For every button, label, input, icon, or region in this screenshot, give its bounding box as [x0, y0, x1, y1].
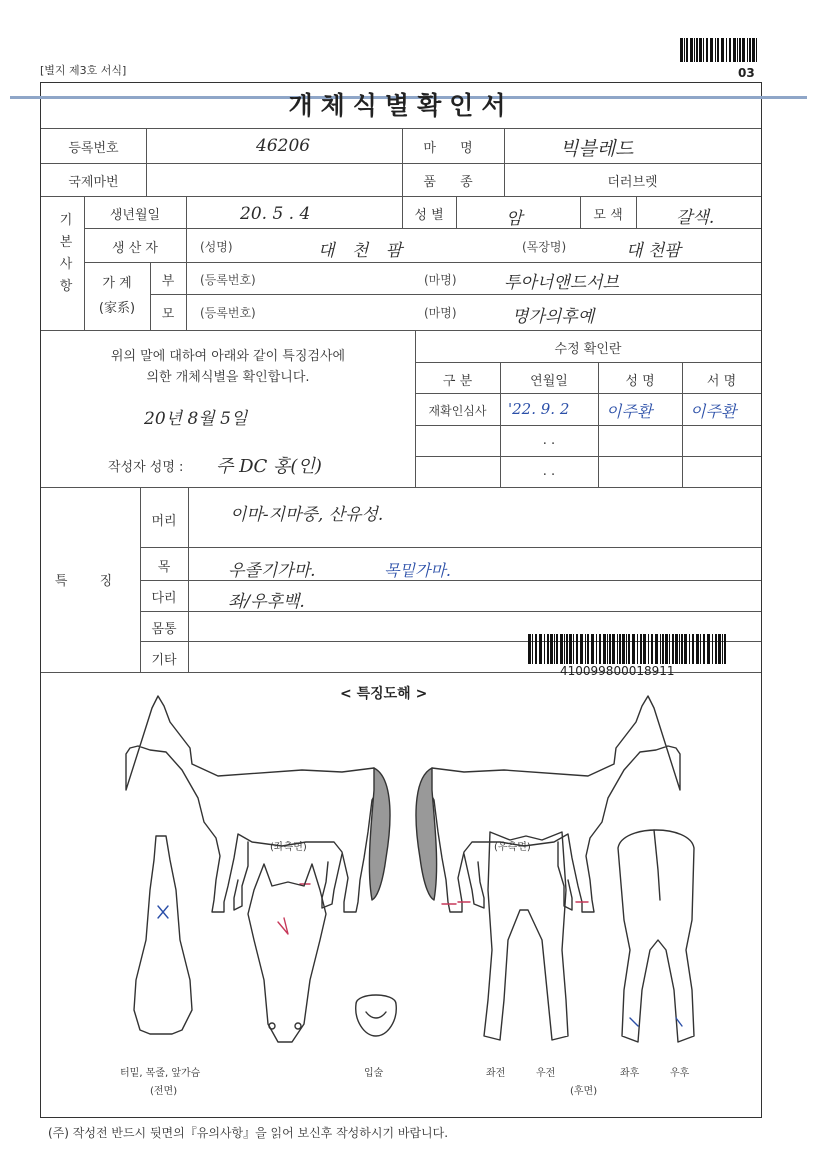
front-neck-view — [134, 836, 192, 1034]
coat-label: 모 색 — [593, 208, 623, 223]
registration-label: 등록번호 — [68, 141, 119, 156]
birth-value: 20. 5 . 4 — [240, 204, 311, 224]
features-section-label: 특 징 — [54, 574, 127, 589]
sire-value: 투아너앤드서브 — [504, 273, 619, 293]
revision-row2-date: . . — [542, 433, 556, 448]
diagram-title: < 특징도해 > — [340, 686, 428, 702]
right-hind-label: 우후 — [670, 1068, 690, 1079]
writer-signature: 주 DC 홍(인) — [216, 456, 322, 477]
left-hind-label: 좌후 — [620, 1068, 640, 1079]
left-side-label: (좌측면) — [270, 842, 307, 853]
left-front-label: 좌전 — [486, 1068, 506, 1079]
revision-row1-category: 재확인심사 — [428, 404, 487, 418]
birth-label: 생년월일 — [109, 208, 161, 223]
revision-title: 수정 확인란 — [554, 342, 622, 357]
legs-label: 다리 — [151, 591, 177, 606]
head-label: 머리 — [151, 514, 177, 529]
revision-col-signature: 서 명 — [706, 374, 737, 389]
right-side-label: (우측면) — [494, 842, 531, 853]
international-label: 국제마번 — [68, 175, 119, 190]
document-title: 개체식별확인서 — [288, 91, 514, 120]
form-number: [별지 제3호 서식] — [40, 64, 127, 77]
barcode-number: 410099800018911 — [560, 664, 675, 678]
barcode-top — [680, 38, 758, 62]
footer-note: (주) 작성전 반드시 뒷면의『유의사항』을 읽어 보신후 작성하시기 바랍니다. — [48, 1126, 449, 1140]
rear-label: (후면) — [570, 1086, 598, 1097]
dam-name-label: (마명) — [424, 306, 457, 320]
basic-section-label: 기본사항 — [59, 213, 73, 294]
coat-value: 갈색. — [676, 208, 715, 228]
sire-label: 부 — [161, 274, 175, 289]
dam-reg-label: (등록번호) — [200, 306, 256, 320]
family-label: 가 계 — [102, 276, 132, 291]
sire-name-label: (마명) — [424, 273, 457, 287]
front-head-view — [248, 864, 326, 1042]
statement-date: 20년 8월 5일 — [144, 409, 248, 429]
sire-reg-label: (등록번호) — [200, 273, 256, 287]
family-hanja: (家系) — [98, 301, 136, 316]
muzzle-label: 입술 — [364, 1068, 384, 1079]
sex-label: 성 별 — [414, 208, 444, 223]
front-caption: 터밑, 목줄, 앞가슴 — [120, 1068, 201, 1079]
rear-view — [618, 830, 694, 1042]
breeder-name-label: (성명) — [200, 240, 233, 254]
right-front-label: 우전 — [536, 1068, 556, 1079]
head-value: 이마-지마중, 산유성. — [230, 505, 384, 525]
writer-label: 작성자 성명 : — [108, 460, 184, 475]
breeder-name-value: 대 천 팜 — [318, 241, 409, 261]
neck-extra: 목밑가마. — [384, 561, 451, 580]
farm-label: (목장명) — [522, 240, 567, 254]
front-label: (전면) — [150, 1086, 178, 1097]
dam-label: 모 — [161, 307, 175, 322]
statement-line2: 의한 개체식별을 확인합니다. — [146, 370, 310, 385]
horse-name-label: 마 명 — [423, 141, 483, 156]
neck-label: 목 — [157, 560, 171, 575]
farm-value: 대 천팜 — [626, 241, 681, 261]
body-label: 몸통 — [151, 622, 177, 637]
muzzle-view — [356, 995, 397, 1036]
breed-label: 품 종 — [423, 175, 483, 190]
registration-value: 46206 — [256, 136, 311, 156]
neck-value: 우졸기가마. — [228, 561, 316, 581]
revision-row1-name: 이주환 — [606, 402, 653, 421]
breeder-label: 생 산 자 — [112, 241, 158, 256]
revision-col-category: 구 분 — [442, 374, 473, 389]
horse-diagram — [42, 690, 760, 1110]
legs-value: 좌/우후백. — [228, 592, 305, 612]
revision-row1-date: '22. 9. 2 — [508, 400, 570, 418]
dam-value: 명가의후예 — [512, 307, 595, 327]
revision-col-date: 연월일 — [530, 374, 568, 389]
right-side-horse — [416, 696, 680, 912]
barcode-middle — [528, 634, 728, 664]
sex-value: 암 — [506, 209, 523, 229]
revision-row3-date: . . — [542, 464, 556, 479]
revision-row1-signature: 이주환 — [690, 402, 737, 421]
statement-line1: 위의 말에 대하여 아래와 같이 특징검사에 — [110, 349, 346, 364]
breed-value: 더러브렛 — [607, 175, 658, 190]
page-number: 03 — [738, 66, 755, 80]
horse-name-value: 빅블레드 — [560, 138, 634, 160]
other-label: 기타 — [151, 653, 177, 668]
revision-col-name: 성 명 — [625, 374, 655, 389]
